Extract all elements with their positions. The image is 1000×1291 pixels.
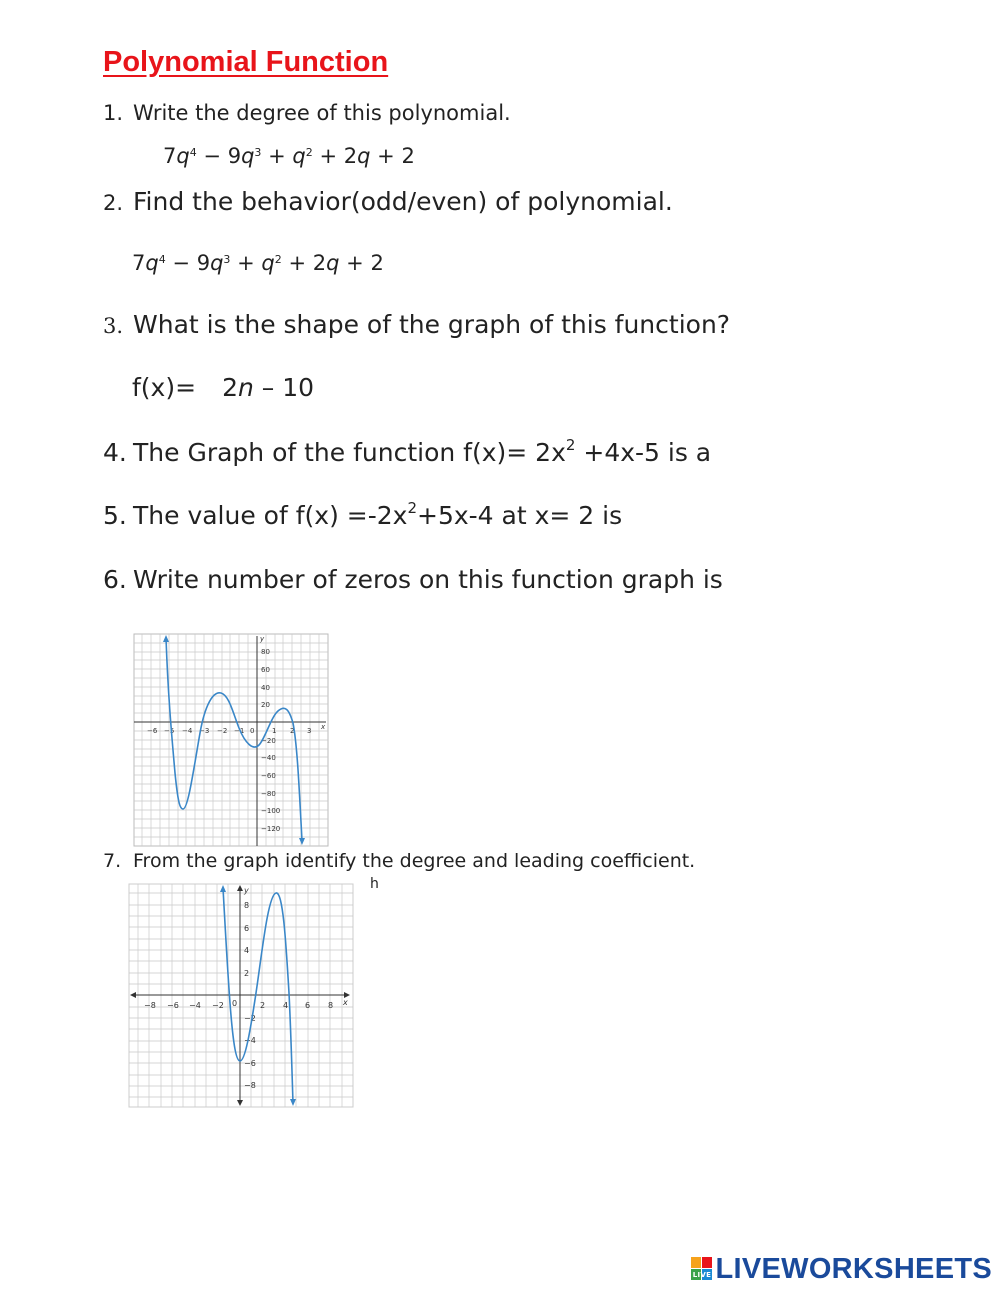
question-number: 3. — [103, 314, 124, 338]
x-tick-label: 4 — [283, 1001, 289, 1010]
x-tick-label: −3 — [199, 727, 210, 735]
function-expression: f(x)= 2n – 10 — [132, 373, 315, 402]
question-number: 1. — [103, 101, 124, 125]
y-tick-label: 80 — [261, 648, 270, 656]
x-axis-label: x — [343, 998, 348, 1007]
stray-text: h — [370, 876, 379, 892]
y-tick-label: −100 — [261, 807, 281, 815]
question-2 — [103, 187, 673, 216]
polynomial-graph-1 — [133, 633, 329, 847]
x-tick-label: −6 — [147, 727, 158, 735]
question-5: 5. The value of $f(x) =-2x^2+5x-4$ at x= 2 is — [103, 499, 623, 530]
y-tick-label: −4 — [244, 1036, 256, 1045]
liveworksheets-logo[interactable] — [691, 1253, 993, 1286]
y-tick-label: −6 — [244, 1059, 256, 1068]
logo-badge-text: LIVE — [692, 1271, 711, 1279]
x-tick-label: 1 — [272, 727, 277, 735]
question-text: Find the behavior(odd/even) of polynomial. — [133, 187, 673, 216]
question-3 — [103, 310, 730, 339]
y-tick-label: −80 — [261, 790, 276, 798]
question-6 — [103, 565, 723, 594]
y-tick-label: −20 — [261, 737, 276, 745]
y-tick-label: −8 — [244, 1081, 256, 1090]
page-title: Polynomial Function — [103, 46, 389, 78]
y-tick-label: −40 — [261, 754, 276, 762]
y-tick-label: 4 — [244, 946, 250, 955]
y-tick-label: −60 — [261, 772, 276, 780]
logo-blocks-icon — [691, 1257, 713, 1281]
x-tick-label: −2 — [217, 727, 228, 735]
x-tick-label: 2 — [290, 727, 295, 735]
x-tick-label: 6 — [305, 1001, 311, 1010]
y-tick-label: −120 — [261, 825, 281, 833]
polynomial-expression-2: $7q^4 - 9q^3 + q^2 + 2q + 2$ — [132, 251, 384, 275]
x-tick-label: −6 — [167, 1001, 179, 1010]
question-7 — [103, 850, 695, 872]
question-number: 6. — [103, 565, 127, 594]
y-tick-label: −2 — [244, 1014, 256, 1023]
y-tick-label: 20 — [261, 701, 270, 709]
polynomial-graph-2 — [128, 883, 354, 1108]
x-tick-label: 8 — [328, 1001, 334, 1010]
x-axis-label: x — [321, 723, 326, 731]
question-text: From the graph identify the degree and leading coefficient. — [133, 850, 696, 872]
question-number: 2. — [103, 191, 124, 215]
y-tick-label: 2 — [244, 969, 250, 978]
question-text: Write number of zeros on this function graph is — [133, 565, 723, 594]
zero-label: 0 — [232, 999, 238, 1008]
zero-label: 0 — [250, 727, 255, 735]
x-tick-label: −5 — [164, 727, 175, 735]
x-tick-label: −4 — [189, 1001, 201, 1010]
question-4: 4. The Graph of the function $f(x)= 2x^2 +4x-5$ is a — [103, 436, 712, 467]
x-tick-label: −4 — [182, 727, 193, 735]
x-tick-label: 3 — [307, 727, 312, 735]
y-tick-label: 60 — [261, 666, 270, 674]
question-text: What is the shape of the graph of this function? — [133, 310, 731, 339]
y-tick-label: 40 — [261, 684, 270, 692]
polynomial-expression-1: $7q^4 - 9q^3 + q^2 + 2q + 2$ — [163, 144, 415, 168]
question-1 — [103, 101, 511, 125]
question-number: 7. — [103, 850, 122, 872]
logo-text: LIVEWORKSHEETS — [715, 1253, 992, 1285]
y-axis-label: y — [260, 635, 265, 643]
x-tick-label: 2 — [260, 1001, 266, 1010]
y-axis-label: y — [244, 886, 249, 895]
x-tick-label: −1 — [234, 727, 245, 735]
question-number: 5. — [103, 501, 127, 530]
y-tick-label: 6 — [244, 924, 250, 933]
question-text: Write the degree of this polynomial. — [133, 101, 511, 125]
x-tick-label: −2 — [212, 1001, 224, 1010]
y-tick-label: 8 — [244, 901, 250, 910]
x-tick-label: −8 — [144, 1001, 156, 1010]
question-number: 4. — [103, 438, 127, 467]
